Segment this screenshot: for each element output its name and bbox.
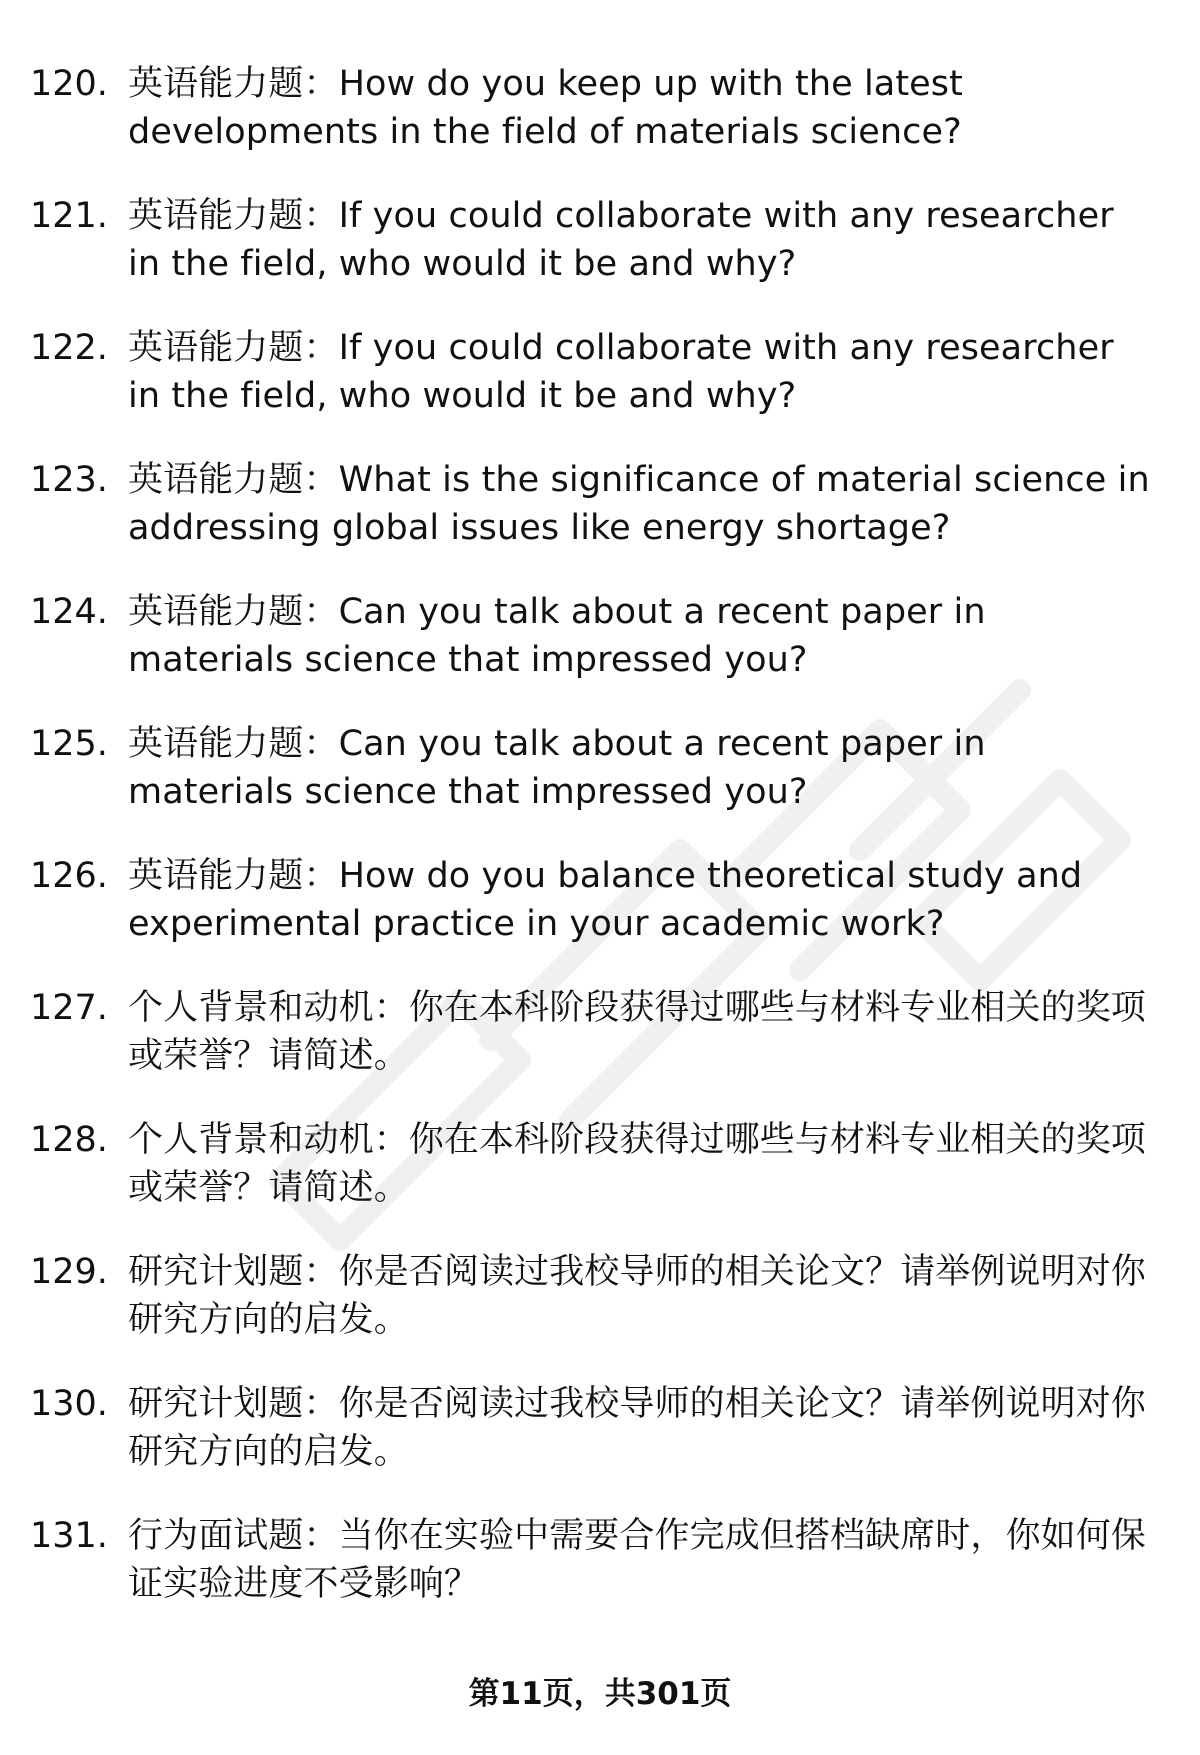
question-text: 个人背景和动机：你在本科阶段获得过哪些与材料专业相关的奖项或荣誉？请简述。 [128,988,1146,1076]
question-number: 131. [30,1516,108,1556]
list-item [30,1116,1150,1248]
list-item [30,1380,1150,1512]
question-number: 129. [30,1252,108,1292]
question-number: 130. [30,1384,108,1424]
question-number: 120. [30,64,108,104]
question-text: 英语能力题：If you could collaborate with any researcher in the field, who would it be and why? [128,328,1114,416]
question-text: 研究计划题：你是否阅读过我校导师的相关论文？请举例说明对你研究方向的启发。 [128,1252,1146,1340]
list-item [30,60,1150,192]
question-text: 英语能力题：Can you talk about a recent paper in materials science that impressed you? [128,592,986,680]
list-item [30,192,1150,324]
question-number: 126. [30,856,108,896]
question-text: 英语能力题：Can you talk about a recent paper in materials science that impressed you? [128,724,986,812]
list-item [30,588,1150,720]
question-number: 123. [30,460,108,500]
list-item [30,1248,1150,1380]
question-number: 127. [30,988,108,1028]
question-text: 英语能力题：How do you balance theoretical study and experimental practice in your academic work? [128,856,1083,944]
question-text: 研究计划题：你是否阅读过我校导师的相关论文？请举例说明对你研究方向的启发。 [128,1384,1146,1472]
question-number: 125. [30,724,108,764]
page-footer: 第11页，共301页 [468,1676,732,1712]
question-number: 122. [30,328,108,368]
list-item [30,984,1150,1116]
list-item [30,720,1150,852]
list-item [30,324,1150,456]
question-number: 124. [30,592,108,632]
question-text: 英语能力题：If you could collaborate with any researcher in the field, who would it be and why? [128,196,1114,284]
question-text: 英语能力题：What is the significance of material science in addressing global issues like energy shortage? [128,460,1150,548]
question-number: 128. [30,1120,108,1160]
question-number: 121. [30,196,108,236]
list-item [30,456,1150,588]
list-item [30,1512,1150,1644]
list-item [30,852,1150,984]
question-list [30,60,1150,1644]
question-text: 英语能力题：How do you keep up with the latest developments in the field of materials science? [128,64,963,152]
question-text: 个人背景和动机：你在本科阶段获得过哪些与材料专业相关的奖项或荣誉？请简述。 [128,1120,1146,1208]
question-text: 行为面试题：当你在实验中需要合作完成但搭档缺席时，你如何保证实验进度不受影响？ [128,1516,1146,1604]
